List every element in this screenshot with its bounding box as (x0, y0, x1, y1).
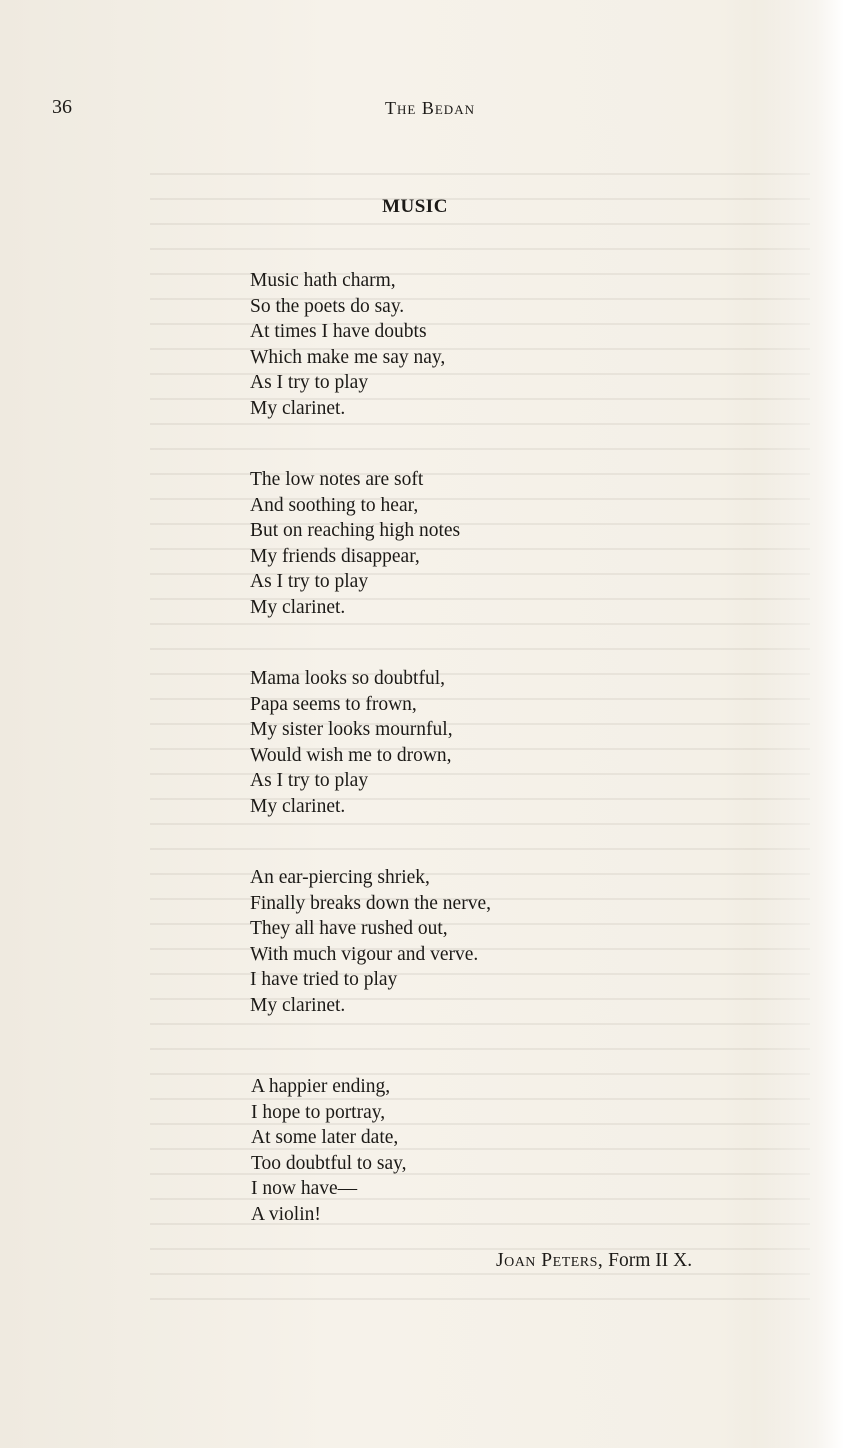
poem-line: My friends disappear, (250, 545, 420, 567)
poem-line: My clarinet. (250, 795, 346, 817)
poem-line: My clarinet. (250, 994, 346, 1016)
poem-line: Mama looks so doubtful, (250, 668, 445, 689)
poem-title: MUSIC (382, 196, 448, 217)
poem-line: The low notes are soft (250, 469, 424, 490)
poem-line: Papa seems to frown, (250, 693, 417, 715)
author-name: Joan Peters, (496, 1250, 604, 1271)
poem-line: A violin! (251, 1203, 321, 1225)
poem-line: A happier ending, (251, 1076, 391, 1097)
stanza-3 (250, 666, 650, 819)
poem-line: As I try to play (250, 372, 369, 393)
poem-line: With much vigour and verve. (250, 943, 479, 965)
poem-line: I hope to portray, (251, 1101, 386, 1123)
poem-line: Finally breaks down the nerve, (250, 892, 491, 914)
author-signature (496, 1250, 692, 1272)
poem-line: Music hath charm, (250, 270, 396, 291)
poem-body (250, 268, 650, 1064)
page-number: 36 (52, 96, 72, 118)
poem-line: At some later date, (251, 1127, 399, 1148)
poem-line: As I try to play (250, 770, 369, 791)
poem-line: But on reaching high notes (250, 520, 461, 541)
poem-line: So the poets do say. (250, 295, 405, 317)
poem-line: My clarinet. (250, 397, 346, 419)
stanza-4 (250, 865, 650, 1018)
poem-line: Too doubtful to say, (251, 1152, 407, 1174)
poem-line: And soothing to hear, (250, 494, 419, 516)
poem-line: Would wish me to drown, (250, 744, 452, 766)
poem-line: As I try to play (250, 571, 369, 592)
author-form: Form II X. (608, 1250, 693, 1271)
poem-line: An ear-piercing shriek, (250, 867, 430, 888)
running-head: The Bedan (385, 98, 475, 118)
page-edge-shading (754, 0, 844, 1448)
stanza-5 (251, 1074, 407, 1227)
poem-line: At times I have doubts (250, 321, 427, 342)
poem-line: I have tried to play (250, 969, 398, 990)
poem-line: My clarinet. (250, 596, 346, 618)
poem-line: My sister looks mournful, (250, 719, 453, 740)
poem-line: Which make me say nay, (250, 346, 446, 368)
stanza-2 (250, 467, 650, 620)
stanza-1 (250, 268, 650, 421)
poem-line: I now have— (251, 1178, 358, 1199)
poem-line: They all have rushed out, (250, 918, 448, 939)
